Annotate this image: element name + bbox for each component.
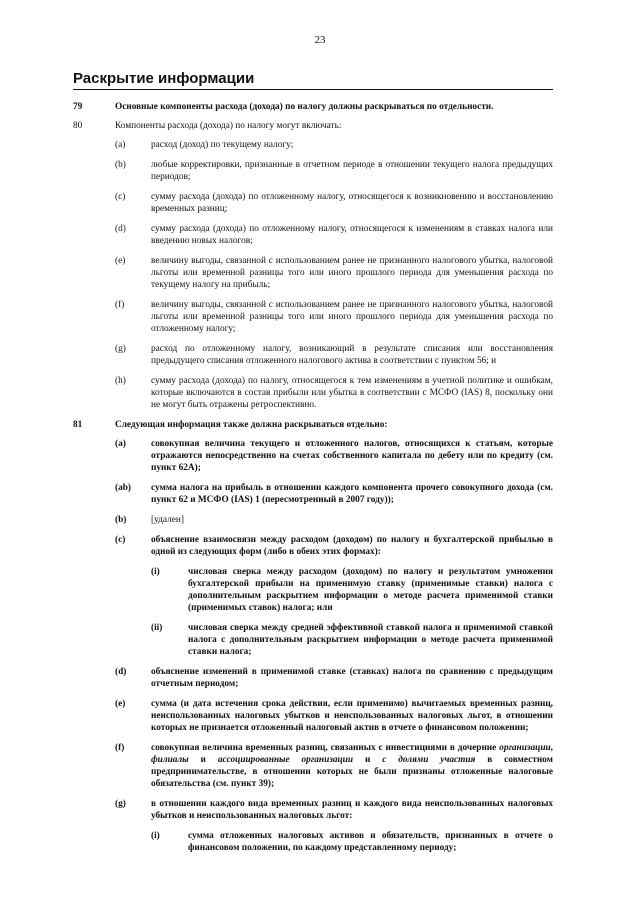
item-text: объяснение взаимосвязи между расходом (доходом) по налогу и бухгалтерской прибылью в одной из следующих форм (либо в обеих этих формах): xyxy=(151,535,553,557)
item-label: (e) xyxy=(115,699,126,709)
paragraph-81 xyxy=(73,419,553,431)
page-number: 23 xyxy=(314,34,326,46)
item-label: (ab) xyxy=(115,483,132,493)
item-label: (h) xyxy=(115,376,126,386)
list-item xyxy=(115,438,553,474)
item-text: объяснение изменений в применимой ставке (ставках) налога по сравнению с предыдущим отчетным периодом; xyxy=(151,667,553,689)
paragraph-text: Следующая информация также должна раскрываться отдельно: xyxy=(115,420,388,430)
sub-item-text: числовая сверка между расходом (доходом) по налогу и результатом умножения бухгалтерской прибыли на применимую ставку (применимые ставки) налога с дополнительным раскрытием информации о методе расчета применимой ставки (применимых ставок) налога; или xyxy=(188,567,553,613)
item-label: (g) xyxy=(115,799,126,809)
item-text: любые корректировки, признанные в отчетном периоде в отношении текущего налога предыдущих периодов; xyxy=(151,160,553,182)
document-body xyxy=(73,101,553,862)
item-label: (g) xyxy=(115,344,126,354)
item-label: (e) xyxy=(115,256,126,266)
list-item xyxy=(115,514,553,526)
sub-item-label: (ii) xyxy=(151,623,163,633)
item-label: (f) xyxy=(115,300,125,310)
paragraph-80 xyxy=(73,120,553,132)
text-run-italic: организации xyxy=(499,743,551,753)
sub-item xyxy=(151,830,553,854)
item-text: в отношении каждого вида временных разниц и каждого вида неиспользованных налоговых убытков и неиспользованных налоговых льгот: xyxy=(151,799,553,821)
text-run: и xyxy=(353,755,383,765)
paragraph-number: 79 xyxy=(73,102,83,112)
list-item xyxy=(115,255,553,291)
list-item xyxy=(115,159,553,183)
sub-item-label: (i) xyxy=(151,567,160,577)
list-item xyxy=(115,482,553,506)
item-text xyxy=(151,742,553,790)
item-label: (f) xyxy=(115,743,125,753)
item-text: совокупная величина текущего и отложенного налогов, относящихся к статьям, которые отражаются непосредственно на счетах собственного капитала по дебету или по кредиту (см. пункт 62A); xyxy=(151,439,553,473)
list-item xyxy=(115,698,553,734)
item-label: (b) xyxy=(115,515,127,525)
list-item xyxy=(115,666,553,690)
item-label: (d) xyxy=(115,667,127,677)
item-label: (c) xyxy=(115,535,126,545)
section-title: Раскрытие информации xyxy=(73,70,553,90)
item-label: (b) xyxy=(115,160,126,170)
paragraph-text: Основные компоненты расхода (дохода) по налогу должны раскрываться по отдельности. xyxy=(115,102,494,112)
sub-item-label: (i) xyxy=(151,831,160,841)
sub-item xyxy=(151,566,553,614)
item-text: сумму расхода (дохода) по налогу, относящегося к тем изменениям в учетной политике и ошибкам, которые включаются в состав прибыли или убытка в соответствии с МСФО (IAS) 8, поскольку они не могут быть отражены ретроспективно. xyxy=(151,376,553,410)
list-item xyxy=(115,191,553,215)
item-label: (d) xyxy=(115,224,126,234)
text-run-italic: ассоциированные организации xyxy=(217,755,354,765)
list-item xyxy=(115,375,553,411)
item-label: (a) xyxy=(115,140,126,150)
item-text: величину выгоды, связанной с использованием ранее не признанного налогового убытка, налоговой льготы или временной разницы того или иного прошлого периода для уменьшения расхода по отложенному налогу; xyxy=(151,300,553,334)
item-text: расход (доход) по текущему налогу; xyxy=(151,140,294,150)
text-run: в совместном предпринимательстве, в отношении которых не были признаны отложенные налоговые обязательства (см. пункт 39); xyxy=(151,755,553,789)
text-run: совокупная величина временных разниц, связанных с инвестициями в дочерние xyxy=(151,743,500,753)
list-item xyxy=(115,299,553,335)
paragraph-number: 80 xyxy=(73,121,83,131)
list-item xyxy=(115,742,553,790)
text-run-italic: филиалы xyxy=(151,755,189,765)
item-text: сумму расхода (дохода) по отложенному налогу, относящегося к изменениям в ставках налога или введению новых налогов; xyxy=(151,224,553,246)
item-text: расход по отложенному налогу, возникающий в результате списания или восстановления предыдущего списания отложенного налогового актива в соответствии с пунктом 56; и xyxy=(151,344,553,366)
paragraph-number: 81 xyxy=(73,420,83,430)
text-run-italic: с долями участия xyxy=(382,755,476,765)
text-run: и xyxy=(188,755,218,765)
paragraph-79 xyxy=(73,101,553,113)
paragraph-text: Компоненты расхода (дохода) по налогу могут включать: xyxy=(115,121,342,131)
list-item xyxy=(115,798,553,822)
list-item xyxy=(115,534,553,558)
item-label: (a) xyxy=(115,439,126,449)
list-item xyxy=(115,223,553,247)
list-item xyxy=(115,139,553,151)
sub-item-text: сумма отложенных налоговых активов и обязательств, признанных в отчете о финансовом положении, по каждому представленному периоду; xyxy=(188,831,553,853)
item-text: сумму расхода (дохода) по отложенному налогу, относящегося к возникновению и восстановлению временных разниц; xyxy=(151,192,553,214)
sub-item-text: числовая сверка между средней эффективной ставкой налога и применимой ставкой налога с дополнительным раскрытием информации о методе расчета применимой ставки налога; xyxy=(188,623,553,657)
item-text: сумма налога на прибыль в отношении каждого компонента прочего совокупного дохода (см. пункт 62 и МСФО (IAS) 1 (пересмотренный в 2007 году)); xyxy=(151,483,553,505)
item-text: [удален] xyxy=(151,515,184,525)
item-label: (c) xyxy=(115,192,126,202)
sub-item xyxy=(151,622,553,658)
list-item xyxy=(115,343,553,367)
text-run: , xyxy=(550,743,553,753)
item-text: сумма (и дата истечения срока действия, если применимо) вычитаемых временных разниц, неиспользованных налоговых убытков и неиспользованных налоговых льгот, в отношении которых не признается отложенный налоговый актив в отчете о финансовом положении; xyxy=(151,699,553,733)
item-text: величину выгоды, связанной с использованием ранее не признанного налогового убытка, налоговой льготы или временной разницы того или иного прошлого периода для уменьшения расхода по текущему налогу на прибыль; xyxy=(151,256,553,290)
